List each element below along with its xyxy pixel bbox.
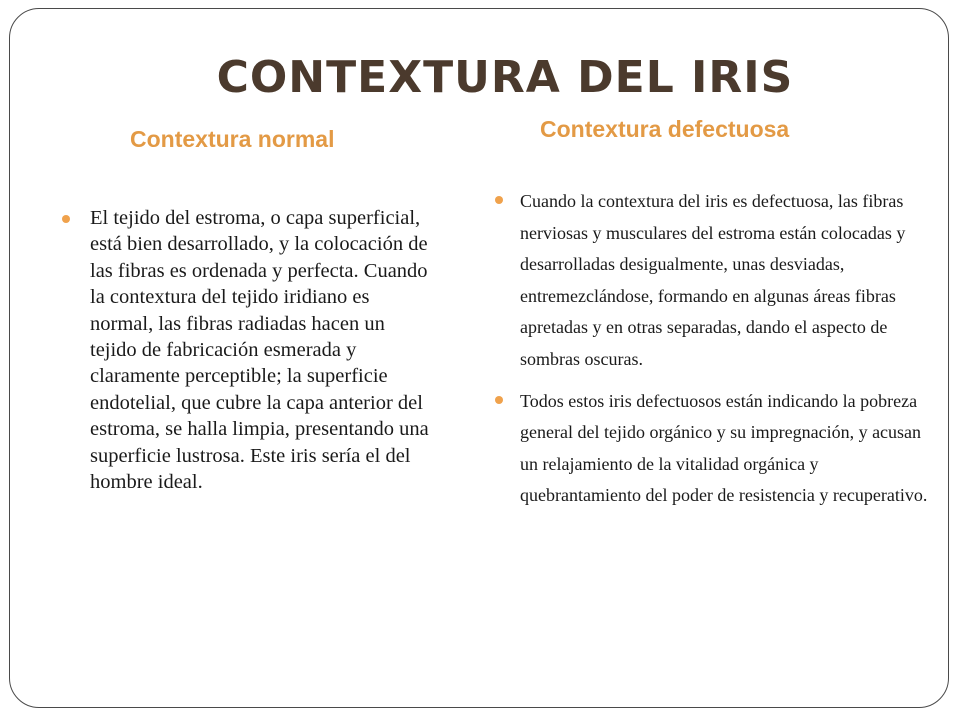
bullet-text: El tejido del estroma, o capa superficial, está bien desarrollado, y la colocación de las fibras es ordenada y perfecta. Cuando la contextura del tejido iridiano es normal, las fibras radiadas hacen un tejido de fabricación esmerada y claramente perceptible; la superficie endotelial, que cubre la capa anterior del estroma, se halla limpia, presentando una superficie lustrosa. Este iris sería el del hombre ideal. <box>90 207 429 494</box>
left-column-heading: Contextura normal <box>130 126 335 152</box>
left-column-bullets <box>62 205 432 495</box>
right-column-bullets <box>495 186 935 512</box>
bullet-dot-icon <box>495 396 503 404</box>
bullet-item <box>62 205 432 495</box>
bullet-dot-icon <box>62 215 70 223</box>
bullet-item <box>495 186 935 376</box>
bullet-text: Cuando la contextura del iris es defectuosa, las fibras nerviosas y musculares del estroma están colocadas y desarrolladas desigualmente, unas desviadas, entremezclándose, formando en algunas áreas fibras apretadas y en otras separadas, dando el aspecto de sombras oscuras. <box>520 191 906 369</box>
slide-title: CONTEXTURA DEL IRIS <box>216 52 794 103</box>
bullet-item <box>495 386 935 512</box>
bullet-text: Todos estos iris defectuosos están indicando la pobreza general del tejido orgánico y su impregnación, y acusan un relajamiento de la vitalidad orgánica y quebrantamiento del poder de resistencia y recuperativo. <box>520 390 928 506</box>
bullet-dot-icon <box>495 196 503 204</box>
right-column-heading: Contextura defectuosa <box>540 116 790 142</box>
